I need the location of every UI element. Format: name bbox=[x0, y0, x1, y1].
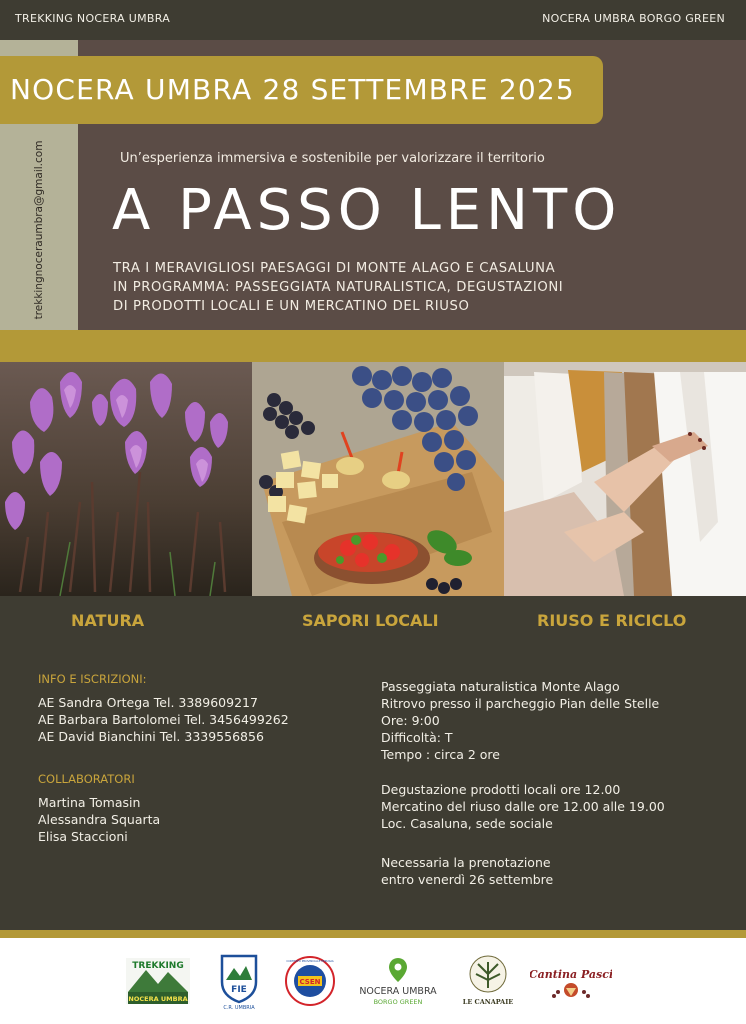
program-time: Ore: 9:00 bbox=[381, 713, 440, 728]
fie-logo bbox=[214, 952, 264, 1010]
bottom-gold-band bbox=[0, 930, 746, 938]
canapaie-logo bbox=[462, 952, 514, 1010]
info-contact-3: AE David Bianchini Tel. 3339556856 bbox=[38, 729, 264, 744]
booking-deadline: entro venerdì 26 settembre bbox=[381, 872, 554, 887]
date-banner-text: NOCERA UMBRA 28 SETTEMBRE 2025 bbox=[10, 73, 575, 106]
program-location: Loc. Casaluna, sede sociale bbox=[381, 816, 553, 831]
category-nature: NATURA bbox=[71, 611, 145, 630]
top-bar bbox=[0, 0, 746, 40]
program-tasting: Degustazione prodotti locali ore 12.00 bbox=[381, 782, 621, 797]
program-difficulty: Difficoltà: T bbox=[381, 730, 453, 745]
program-duration: Tempo : circa 2 ore bbox=[381, 747, 500, 762]
subtitle-line-2: IN PROGRAMMA: PASSEGGIATA NATURALISTICA, DEGUSTAZIONI bbox=[113, 280, 564, 295]
category-local-flavors: SAPORI LOCALI bbox=[302, 611, 439, 630]
nature-photo bbox=[0, 362, 252, 596]
details-panel bbox=[0, 596, 746, 930]
borgo-green-logo bbox=[352, 952, 444, 1010]
program-meeting-point: Ritrovo presso il parcheggio Pian delle Stelle bbox=[381, 696, 660, 711]
collaborator-3: Elisa Staccioni bbox=[38, 829, 128, 844]
food-photo bbox=[252, 362, 504, 596]
csen-logo bbox=[284, 952, 336, 1010]
subtitle-line-1: TRA I MERAVIGLIOSI PAESAGGI DI MONTE ALAGO E CASALUNA bbox=[113, 261, 556, 276]
program-walk-title: Passeggiata naturalistica Monte Alago bbox=[381, 679, 620, 694]
fie-logo-text: FIE bbox=[231, 985, 247, 995]
trekking-logo-top: TREKKING bbox=[132, 961, 184, 971]
fie-logo-caption: C.R. UMBRIA bbox=[223, 1005, 255, 1010]
trekking-logo-bottom: NOCERA UMBRA bbox=[128, 995, 188, 1003]
borgo-green-top: NOCERA UMBRA bbox=[359, 986, 437, 997]
info-heading: INFO E ISCRIZIONI: bbox=[38, 672, 147, 686]
csen-logo-text: CSEN bbox=[299, 978, 321, 986]
cantina-logo-text: Cantina Pasci bbox=[530, 968, 612, 981]
collaborators-heading: COLLABORATORI bbox=[38, 772, 135, 786]
reuse-photo bbox=[504, 362, 746, 596]
booking-required: Necessaria la prenotazione bbox=[381, 855, 551, 870]
trekking-logo bbox=[124, 952, 192, 1010]
tagline: Un’esperienza immersiva e sostenibile per valorizzare il territorio bbox=[120, 151, 545, 166]
csen-logo-ring: COMITATO PROVINCIALE PERUGIA bbox=[286, 959, 334, 963]
canapaie-logo-text: LE CANAPAIE bbox=[462, 998, 514, 1006]
category-reuse-recycle: RIUSO E RICICLO bbox=[537, 611, 687, 630]
gold-band bbox=[0, 330, 746, 362]
subtitle-line-3: DI PRODOTTI LOCALI E UN MERCATINO DEL RIUSO bbox=[113, 299, 470, 314]
date-banner bbox=[0, 56, 603, 124]
collaborator-2: Alessandra Squarta bbox=[38, 812, 161, 827]
event-title: A PASSO LENTO bbox=[112, 178, 622, 243]
header-left-label: TREKKING NOCERA UMBRA bbox=[15, 12, 171, 25]
program-market: Mercatino del riuso dalle ore 12.00 alle 19.00 bbox=[381, 799, 665, 814]
info-contact-2: AE Barbara Bartolomei Tel. 3456499262 bbox=[38, 712, 289, 727]
header-right-label: NOCERA UMBRA BORGO GREEN bbox=[542, 12, 725, 25]
side-email: trekkingnoceraumbra@gmail.com bbox=[33, 140, 45, 320]
collaborator-1: Martina Tomasin bbox=[38, 795, 141, 810]
borgo-green-bottom: BORGO GREEN bbox=[373, 998, 423, 1006]
info-contact-1: AE Sandra Ortega Tel. 3389609217 bbox=[38, 695, 258, 710]
cantina-pasci-logo bbox=[530, 952, 612, 1010]
